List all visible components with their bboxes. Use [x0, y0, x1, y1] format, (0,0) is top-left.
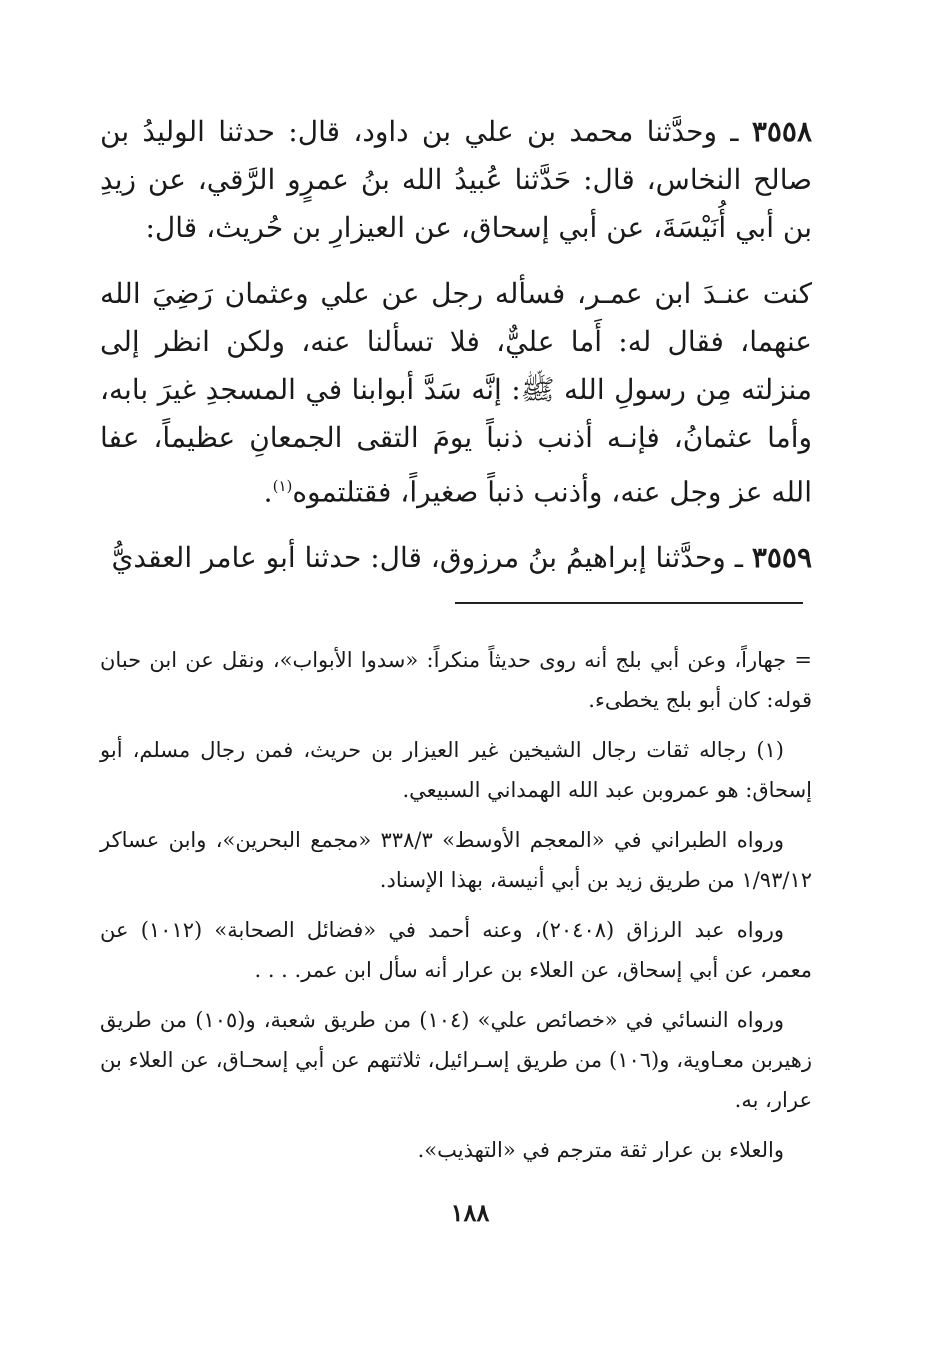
main-text: [100, 108, 812, 600]
matn-end: .: [263, 475, 273, 509]
footnote-paragraph: ورواه النسائي في «خصائص علي» (١٠٤) من طريق شعبة، و(١٠٥) من طريق زهيربن معـاوية، و(١٠٦) من طريق إسـرائيل، ثلاثتهم عن أبي إسحـاق، عن العلاء بن عرار، به.: [100, 1008, 813, 1112]
footnote-1: (١) رجاله ثقات رجال الشيخين غير العيزار بن حريث، فمن رجال مسلم، أبو إسحاق: هو عمروبن عبد الله الهمداني السبيعي.: [100, 738, 812, 802]
footnotes: [100, 640, 812, 1180]
footnote-paragraph: ورواه عبد الرزاق (٢٠٤٠٨)، وعنه أحمد في «فضائل الصحابة» (١٠١٢) عن معمر، عن أبي إسحاق، عن العلاء بن عرار أنه سأل ابن عمر. . . .: [100, 918, 812, 982]
hadith-3559-isnad: [100, 534, 812, 582]
isnad-text: ـ وحدَّثنا محمد بن علي بن داود، قال: حدثنا الوليدُ بن صالح النخاس، قال: حَدَّثنا عُبيدُ الله بنُ عمرٍو الرَّقي، عن زيدِ بن أبي أُنَيْسَةَ، عن أبي إسحاق، عن العيزارِ بن حُريث، قال:: [100, 115, 812, 244]
footnote-marker: (١): [272, 477, 293, 495]
footnote-divider: [455, 602, 803, 604]
footnote-paragraph: والعلاء بن عرار ثقة مترجم في «التهذيب».: [417, 1138, 784, 1162]
hadith-3558-isnad: [100, 108, 812, 252]
isnad-text: ـ وحدَّثنا إبراهيمُ بنُ مرزوق، قال: حدثنا أبو عامر العقديُّ: [111, 541, 743, 575]
hadith-number: ٣٥٥٨: [751, 115, 812, 148]
hadith-number: ٣٥٥٩: [751, 541, 812, 575]
footnote-paragraph: ورواه الطبراني في «المعجم الأوسط» ٣٣٨/٣ «مجمع البحرين»، وابن عساكر ١/٩٣/١٢ من طريق زيد بن أبي أنيسة، بهذا الإسناد.: [100, 828, 812, 892]
footnote-continuation: = جهاراً، وعن أبي بلج أنه روى حديثاً منكراً: «سدوا الأبواب»، ونقل عن ابن حبان قوله: كان أبو بلج يخطىء.: [100, 648, 812, 712]
matn-text: كنت عنـدَ ابن عمـر، فسأله رجل عن علي وعثمان رَضِيَ الله عنهما، فقال له: أَما عليٌّ، فلا تسألنا عنه، ولكن انظر إلى منزلته مِن رسولِ الله ﷺ: إنَّه سَدَّ أبوابنا في المسجدِ غيرَ بابه، وأما عثمانُ، فإنـه أذنب ذنباً يومَ التقى الجمعانِ عظيماً، عفا الله عز وجل عنه، وأذنب ذنباً صغيراً، فقتلتموه: [100, 277, 812, 509]
hadith-3558-matn: [100, 270, 812, 516]
page-number: ١٨٨: [450, 1198, 490, 1227]
